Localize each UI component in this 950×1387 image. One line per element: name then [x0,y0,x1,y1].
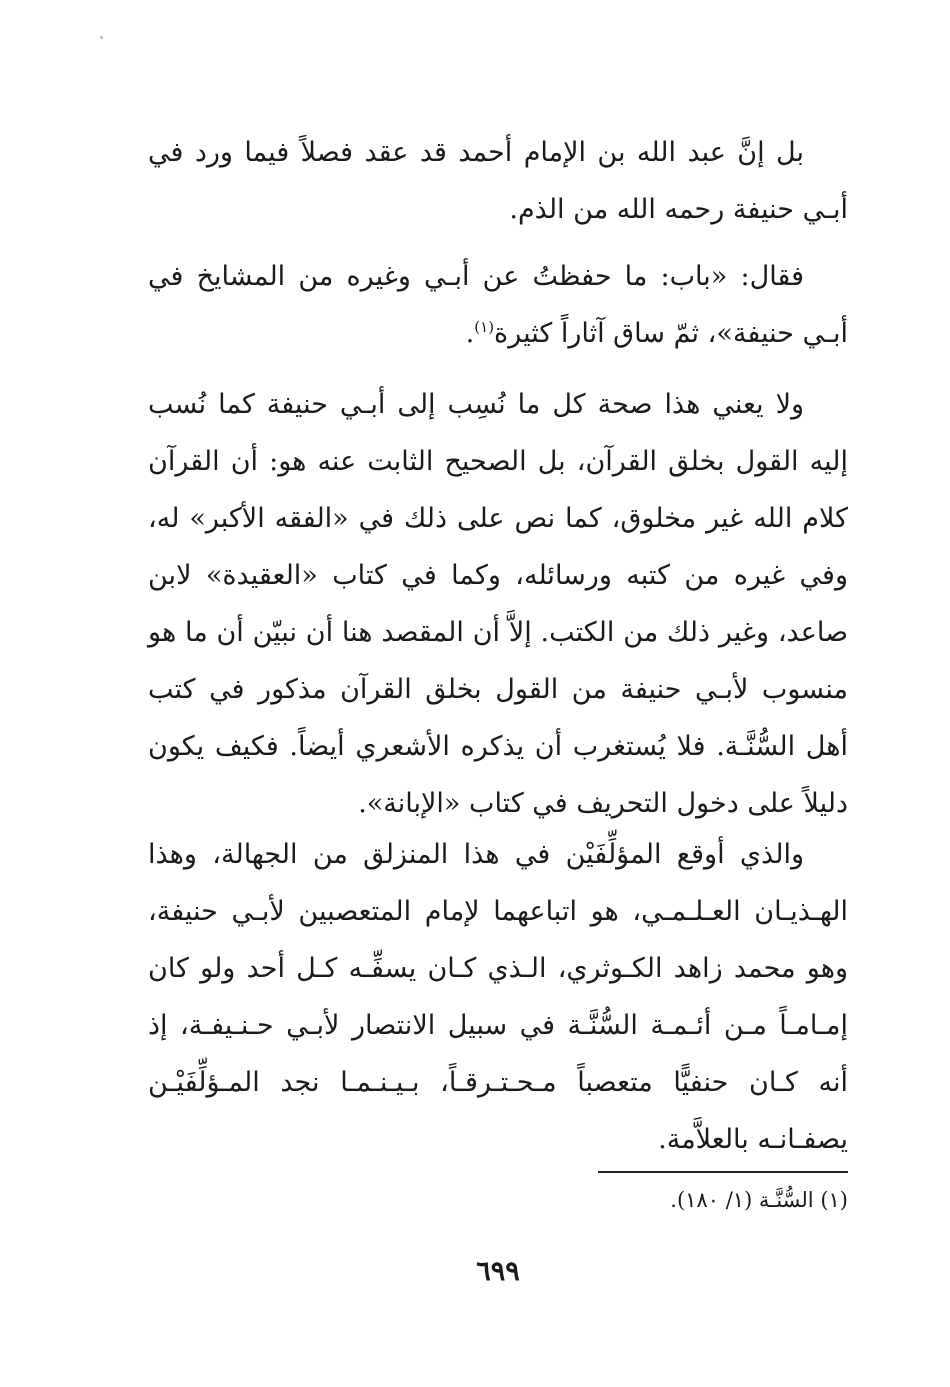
book-page [148,0,848,1387]
paragraph-3 [148,376,848,832]
paragraph-1 [148,124,848,238]
footnote: (١) السُّنَّـة (١/ ١٨٠). [670,1188,848,1212]
paragraph-2-text: فقال: «باب: ما حفظتُ عن أبـي وغيره من المشايخ في أبـي حنيفة»، ثمّ ساق آثاراً كثيرة [148,261,848,349]
footnote-divider [598,1171,848,1173]
paragraph-1-text: بل إنَّ عبد الله بن الإمام أحمد قد عقد فصلاً فيما ورد في أبـي حنيفة رحمه الله من الذم. [148,137,848,225]
footnote-reference: (١) [474,318,495,336]
page-number: ٦٩٩ [476,1256,520,1287]
paragraph-3-text: ولا يعني هذا صحة كل ما نُسِب إلى أبـي حنيفة كما نُسب إليه القول بخلق القرآن، بل الصحيح الثابت عنه هو: أن القرآن كلام الله غير مخلوق، كما نص على ذلك في «الفقه الأكبر» له، وفي غيره من كتبه ورسائله، وكما في كتاب «العقيدة» لابن صاعد، وغير ذلك من الكتب. إلاَّ أن المقصد هنا أن نبيّن أن ما هو منسوب لأبـي حنيفة من القول بخلق القرآن مذكور في كتب أهل السُّنَّـة. فلا يُستغرب أن يذكره الأشعري أيضاً. فكيف يكون دليلاً على دخول التحريف في كتاب «الإبانة». [148,389,848,819]
paragraph-2-end: . [465,318,475,349]
paragraph-4-text: والذي أوقع المؤلِّفَيْن في هذا المنزلق من الجهالة، وهذا الهـذيـان العـلـمـي، هو اتباعهما لإمام المتعصبين لأبـي حنيفة، وهو محمد زاهد الكـوثري، الـذي كـان يسفِّـه كـل أحد ولو كان إمـامـاً مـن أئـمـة السُّنَّـة في سبيل الانتصار لأبـي حـنـيفـة، إذ أنه كـان حنفيًّا متعصباً مـحـتـرقـاً، بـيـنـمـا نجد المـؤلِّفَيْـن يصفـانـه بالعلاَّمة. [148,839,848,1155]
paragraph-2 [148,248,848,362]
paragraph-4 [148,826,848,1168]
scan-speck [100,36,103,39]
